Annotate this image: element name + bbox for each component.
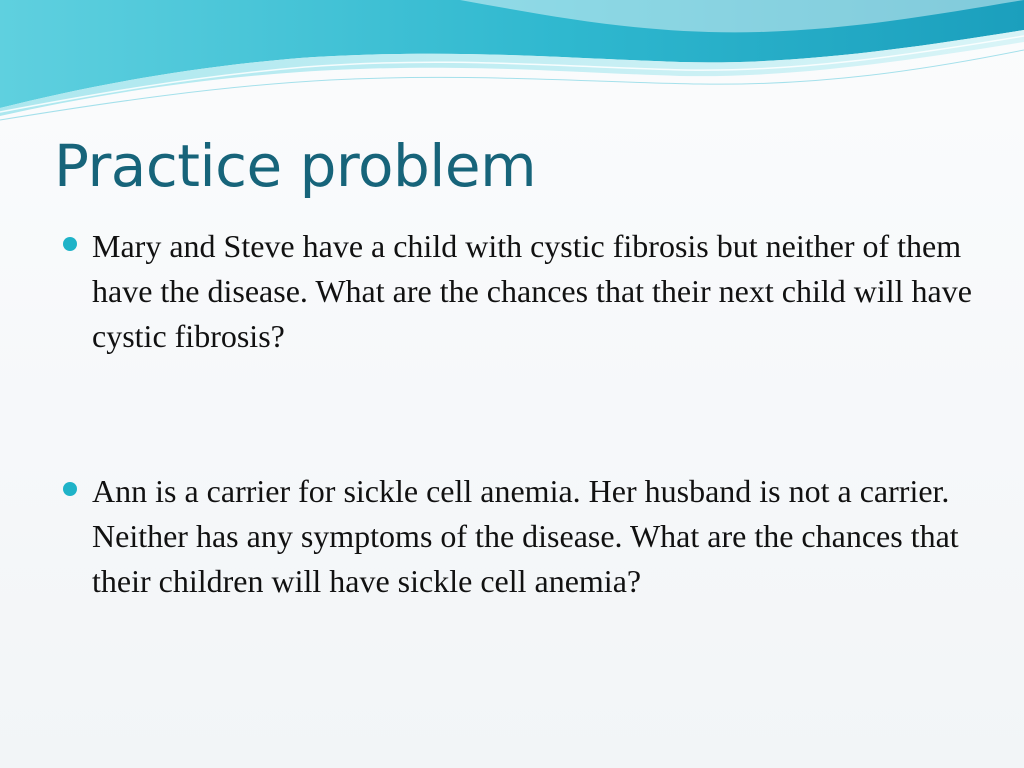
- header-wave-decoration: [0, 0, 1024, 130]
- bullet-item-sickle-cell: [60, 469, 980, 604]
- bullet-dot-icon: [63, 237, 77, 251]
- bullet-text: Ann is a carrier for sickle cell anemia. Her husband is not a carrier. Neither has any symptoms of the disease. What are the chances that their children will have sickle cell anemia?: [92, 473, 959, 599]
- bullet-item-cystic-fibrosis: [60, 224, 980, 359]
- bullet-text: Mary and Steve have a child with cystic fibrosis but neither of them have the disease. What are the chances that their next child will have cystic fibrosis?: [92, 228, 972, 354]
- slide-title: Practice problem: [54, 132, 537, 200]
- bullet-dot-icon: [63, 482, 77, 496]
- bullet-list: [60, 224, 980, 604]
